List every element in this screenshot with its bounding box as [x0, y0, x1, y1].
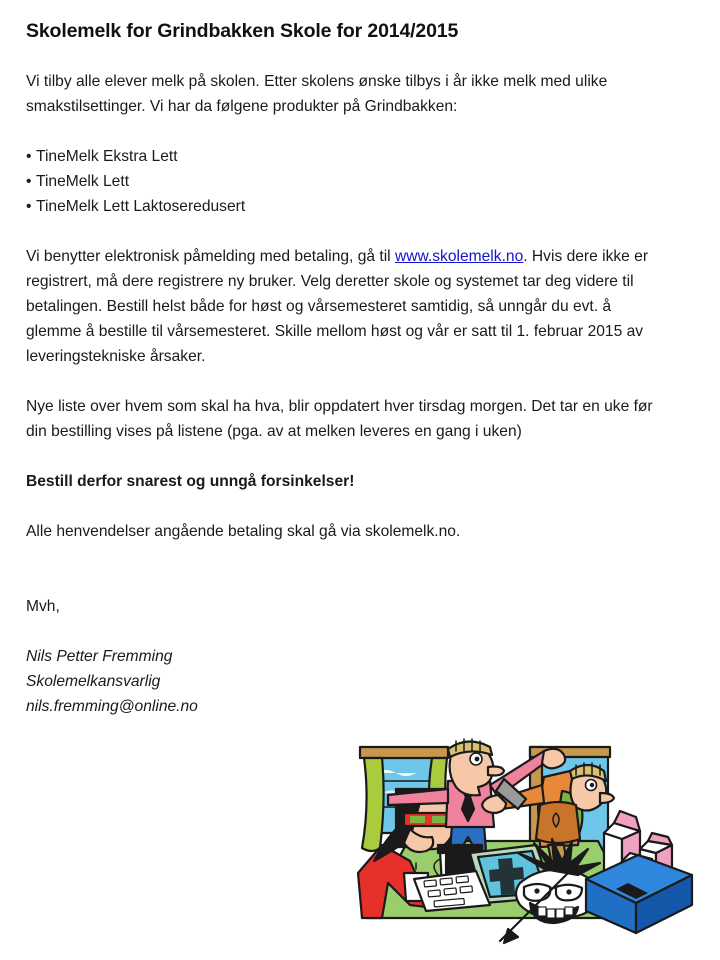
spacer	[26, 494, 668, 519]
illustration-svg	[348, 733, 698, 948]
call-to-action-text: Bestill derfor snarest og unngå forsinkelser!	[26, 473, 355, 490]
spacer	[26, 44, 668, 69]
product-name: TineMelk Lett	[36, 173, 130, 190]
signature-name: Nils Petter Fremming	[26, 648, 173, 665]
registration-text-before-link: Vi benytter elektronisk påmelding med betaling, gå til	[26, 248, 395, 265]
bullet-icon: •	[26, 173, 32, 190]
registration-text-after-link: . Hvis dere ikke er registrert, må dere registrere ny bruker. Velg deretter skole og systemet tar deg videre til betalingen. Bestill helst både for høst og vårsemesteret samtidig, så unngår du evt. å glemme å bestille til vårsemesteret. Skille mellom høst og vår er satt til 1. februar 2015 av leveringstekniske årsaker.	[26, 248, 649, 365]
list-item	[26, 169, 668, 194]
contact-note-text: Alle henvendelser angående betaling skal gå via skolemelk.no.	[26, 523, 461, 540]
registration-paragraph	[26, 244, 668, 369]
page-title: Skolemelk for Grindbakken Skole for 2014/2015	[26, 20, 459, 42]
intro-line-2: med ulike smakstilsettinger. Vi har da følgene produkter på Grindbakken:	[26, 73, 608, 115]
intro-line-1: Vi tilby alle elever melk på skolen. Etter skolens ønske tilbys i år ikke melk	[26, 73, 537, 90]
spacer	[26, 219, 668, 244]
product-name: TineMelk Ekstra Lett	[36, 148, 178, 165]
spacer	[26, 569, 668, 594]
product-list	[26, 144, 668, 219]
list-item	[26, 194, 668, 219]
bullet-icon: •	[26, 198, 32, 215]
spacer	[26, 544, 668, 569]
update-info-paragraph: Nye liste over hvem som skal ha hva, blir oppdatert hver tirsdag morgen. Det tar en uke før din bestilling vises på listene (pga. av at melken leveres en gang i uken)	[26, 398, 653, 440]
signature-role: Skolemelkansvarlig	[26, 673, 161, 690]
signature-email[interactable]: nils.fremming@online.no	[26, 698, 198, 715]
spacer	[26, 369, 668, 394]
signoff-text: Mvh,	[26, 598, 60, 615]
spacer	[26, 619, 668, 644]
spacer	[26, 444, 668, 469]
spacer	[26, 119, 668, 144]
skolemelk-website-link[interactable]: www.skolemelk.no	[394, 248, 524, 265]
bullet-icon: •	[26, 148, 32, 165]
intro-paragraph	[26, 69, 668, 119]
office-cartoon-illustration	[348, 733, 698, 948]
list-item	[26, 144, 668, 169]
product-name: TineMelk Lett Laktoseredusert	[36, 198, 246, 215]
